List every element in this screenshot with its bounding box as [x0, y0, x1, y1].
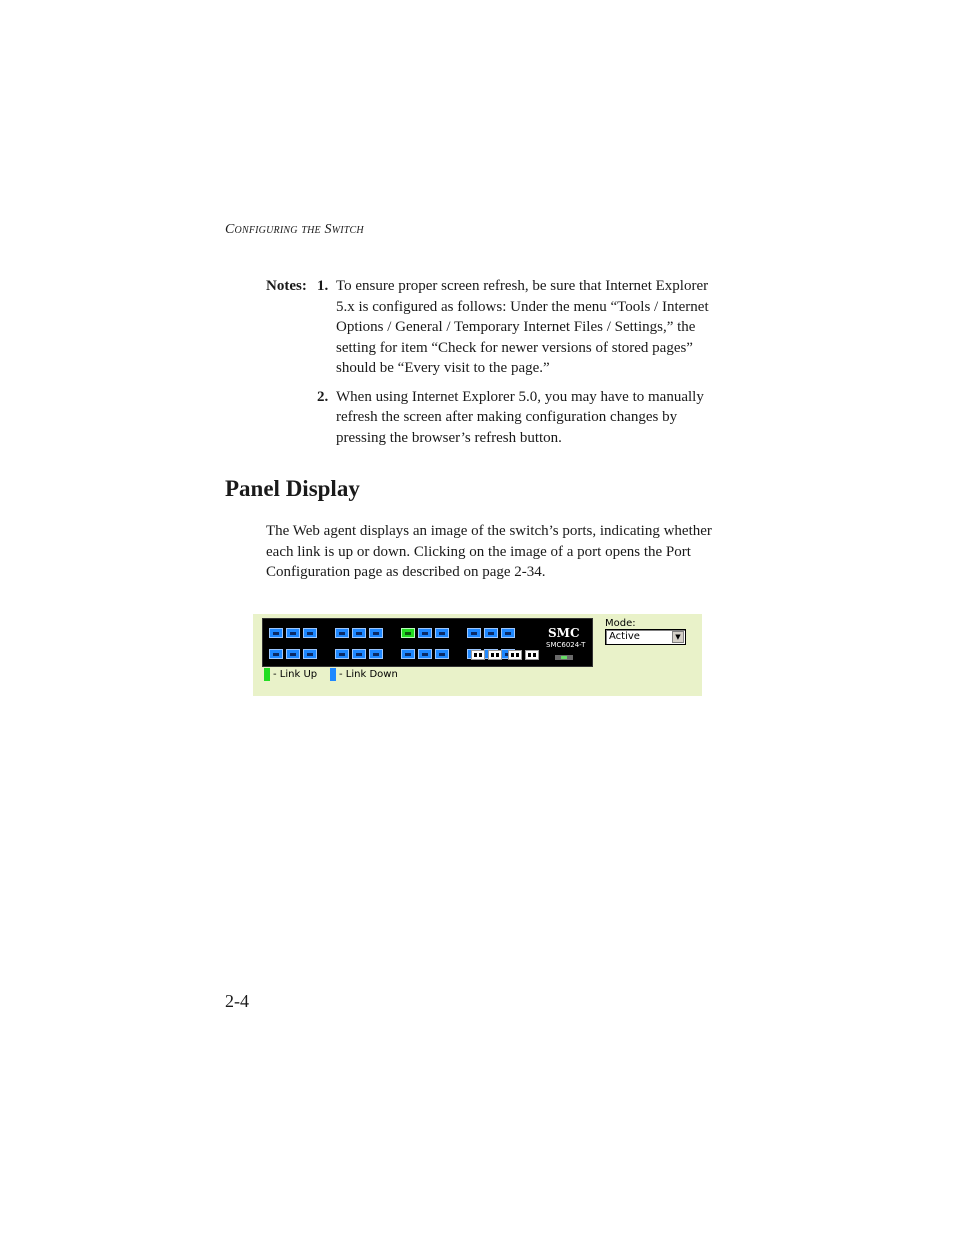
port-link-down[interactable] [269, 628, 283, 638]
notes-label-spacer [266, 387, 317, 449]
port-link-down[interactable] [303, 628, 317, 638]
power-led [555, 655, 573, 660]
notes-label: Notes: [266, 278, 307, 294]
note-text: When using Internet Explorer 5.0, you may have to manually refresh the screen after making configuration changes by pressing the browser’s refresh button. [336, 388, 704, 446]
note-item [266, 387, 716, 449]
brand-logo: SMC [548, 626, 580, 640]
link-up-swatch [264, 668, 270, 681]
model-label: SMC6024-T [546, 641, 586, 649]
legend-label: - Link Down [339, 669, 398, 680]
port-link-down[interactable] [435, 649, 449, 659]
port-link-down[interactable] [401, 649, 415, 659]
legend-label: - Link Up [273, 669, 318, 680]
legend-link-down [330, 668, 398, 681]
note-number: 1. [317, 278, 329, 294]
note-text: To ensure proper screen refresh, be sure that Internet Explorer 5.x is configured as follows: Under the menu “Tools / Internet Options / General / Temporary Internet Files / Settings,” the setting for item “Check for newer versions of stored pages” should be “Every visit to the page.” [336, 278, 709, 376]
note-number: 2. [317, 388, 329, 405]
body-paragraph: The Web agent displays an image of the switch’s ports, indicating whether each link is up or down. Clicking on the image of a port opens the Port Configuration page as described on page 2-34. [266, 523, 712, 580]
port-link-down[interactable] [369, 628, 383, 638]
module-port[interactable] [488, 650, 502, 660]
port-link-down[interactable] [369, 649, 383, 659]
page-number: 2-4 [225, 991, 249, 1011]
module-port[interactable] [508, 650, 522, 660]
note-item [266, 276, 716, 379]
panel-display-screenshot [253, 614, 702, 696]
port-link-down[interactable] [335, 628, 349, 638]
port-link-down[interactable] [418, 628, 432, 638]
port-link-down[interactable] [484, 628, 498, 638]
module-port[interactable] [471, 650, 485, 660]
mode-select[interactable] [605, 629, 686, 645]
module-port[interactable] [525, 650, 539, 660]
port-link-down[interactable] [269, 649, 283, 659]
section-title: Panel Display [225, 476, 360, 501]
port-link-down[interactable] [286, 628, 300, 638]
port-link-down[interactable] [335, 649, 349, 659]
legend-link-up [264, 668, 317, 681]
notes-block [266, 276, 716, 448]
port-link-down[interactable] [418, 649, 432, 659]
port-link-down[interactable] [467, 628, 481, 638]
port-link-down[interactable] [352, 649, 366, 659]
mode-value: Active [609, 631, 640, 642]
port-link-down[interactable] [501, 628, 515, 638]
link-down-swatch [330, 668, 336, 681]
port-link-down[interactable] [435, 628, 449, 638]
port-link-down[interactable] [286, 649, 300, 659]
chevron-down-icon[interactable]: ▼ [672, 631, 684, 643]
mode-label: Mode: [605, 618, 636, 629]
port-link-down[interactable] [303, 649, 317, 659]
running-head: Configuring the Switch [225, 222, 364, 237]
port-link-down[interactable] [352, 628, 366, 638]
port-link-up[interactable] [401, 628, 415, 638]
switch-image[interactable] [262, 618, 593, 667]
